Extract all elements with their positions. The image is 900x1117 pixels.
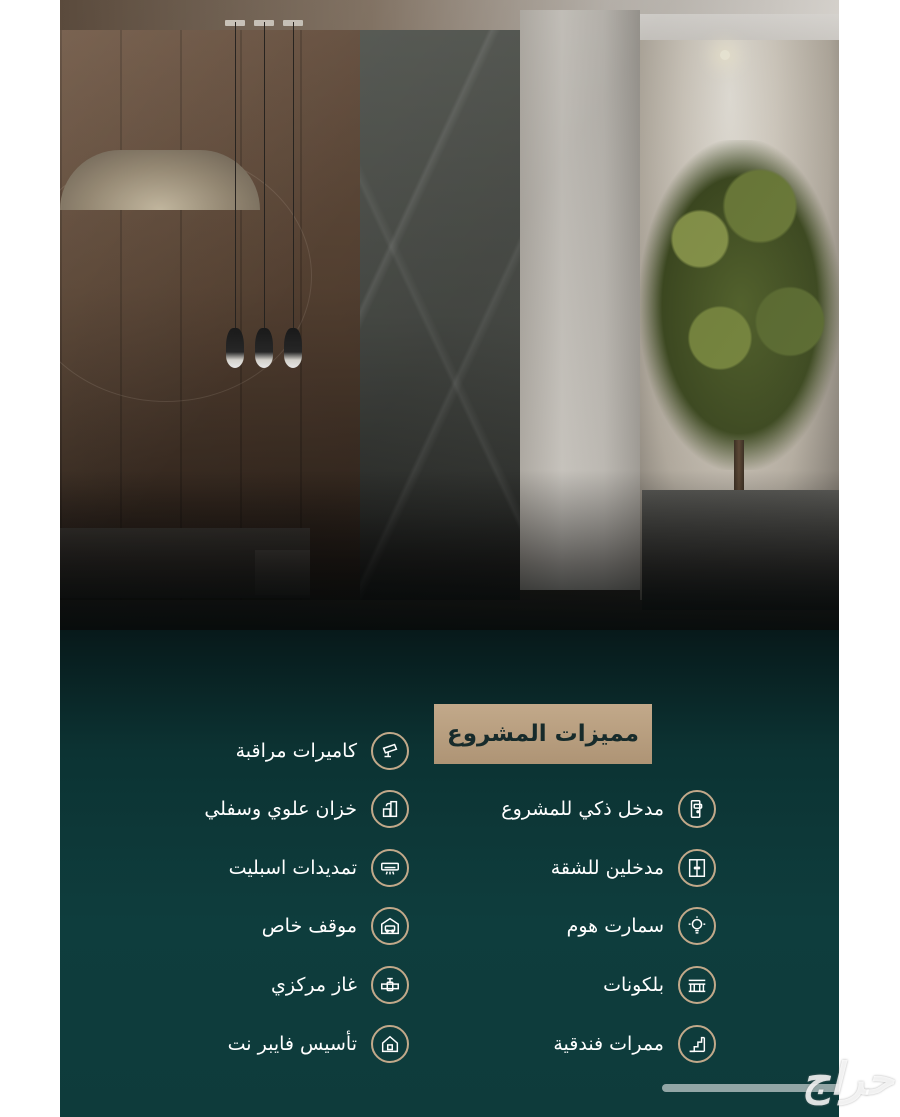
home-network-icon: [371, 1025, 409, 1063]
interior-photo: [60, 0, 839, 640]
feature-central-gas: [271, 965, 409, 1005]
feature-balconies: [603, 965, 716, 1005]
water-tank-icon: [371, 790, 409, 828]
feature-fiber-net: [228, 1024, 409, 1064]
feature-label: بلكونات: [603, 974, 664, 996]
balcony-icon: [678, 966, 716, 1004]
feature-label: ممرات فندقية: [553, 1033, 664, 1055]
feature-two-entrances: [551, 848, 716, 888]
feature-smart-home: [567, 906, 716, 946]
feature-smart-entrance: [501, 789, 716, 829]
feature-label: تأسيس فايبر نت: [227, 1033, 357, 1055]
feature-water-tanks: [204, 789, 409, 829]
feature-label: موقف خاص: [261, 915, 357, 937]
feature-label: كاميرات مراقبة: [235, 740, 357, 762]
air-conditioner-icon: [371, 849, 409, 887]
feature-label: مدخلين للشقة: [550, 857, 664, 879]
smart-door-icon: [678, 790, 716, 828]
gas-pipe-icon: [371, 966, 409, 1004]
feature-label: تمديدات اسبليت: [228, 857, 357, 879]
feature-private-parking: [262, 906, 409, 946]
haraj-watermark: حراج: [801, 1054, 894, 1105]
feature-cameras: [236, 731, 409, 771]
double-door-icon: [678, 849, 716, 887]
feature-split-ac: [229, 848, 409, 888]
feature-label: سمارت هوم: [566, 915, 664, 937]
camera-icon: [371, 732, 409, 770]
features-title: مميزات المشروع: [446, 721, 640, 747]
feature-label: غاز مركزي: [270, 974, 357, 996]
feature-label: خزان علوي وسفلي: [204, 798, 357, 820]
smart-bulb-icon: [678, 907, 716, 945]
garage-icon: [371, 907, 409, 945]
photo-fade: [60, 470, 839, 640]
project-poster: [60, 0, 839, 1117]
features-title-box: [434, 704, 652, 764]
feature-label: مدخل ذكي للمشروع: [501, 798, 664, 820]
